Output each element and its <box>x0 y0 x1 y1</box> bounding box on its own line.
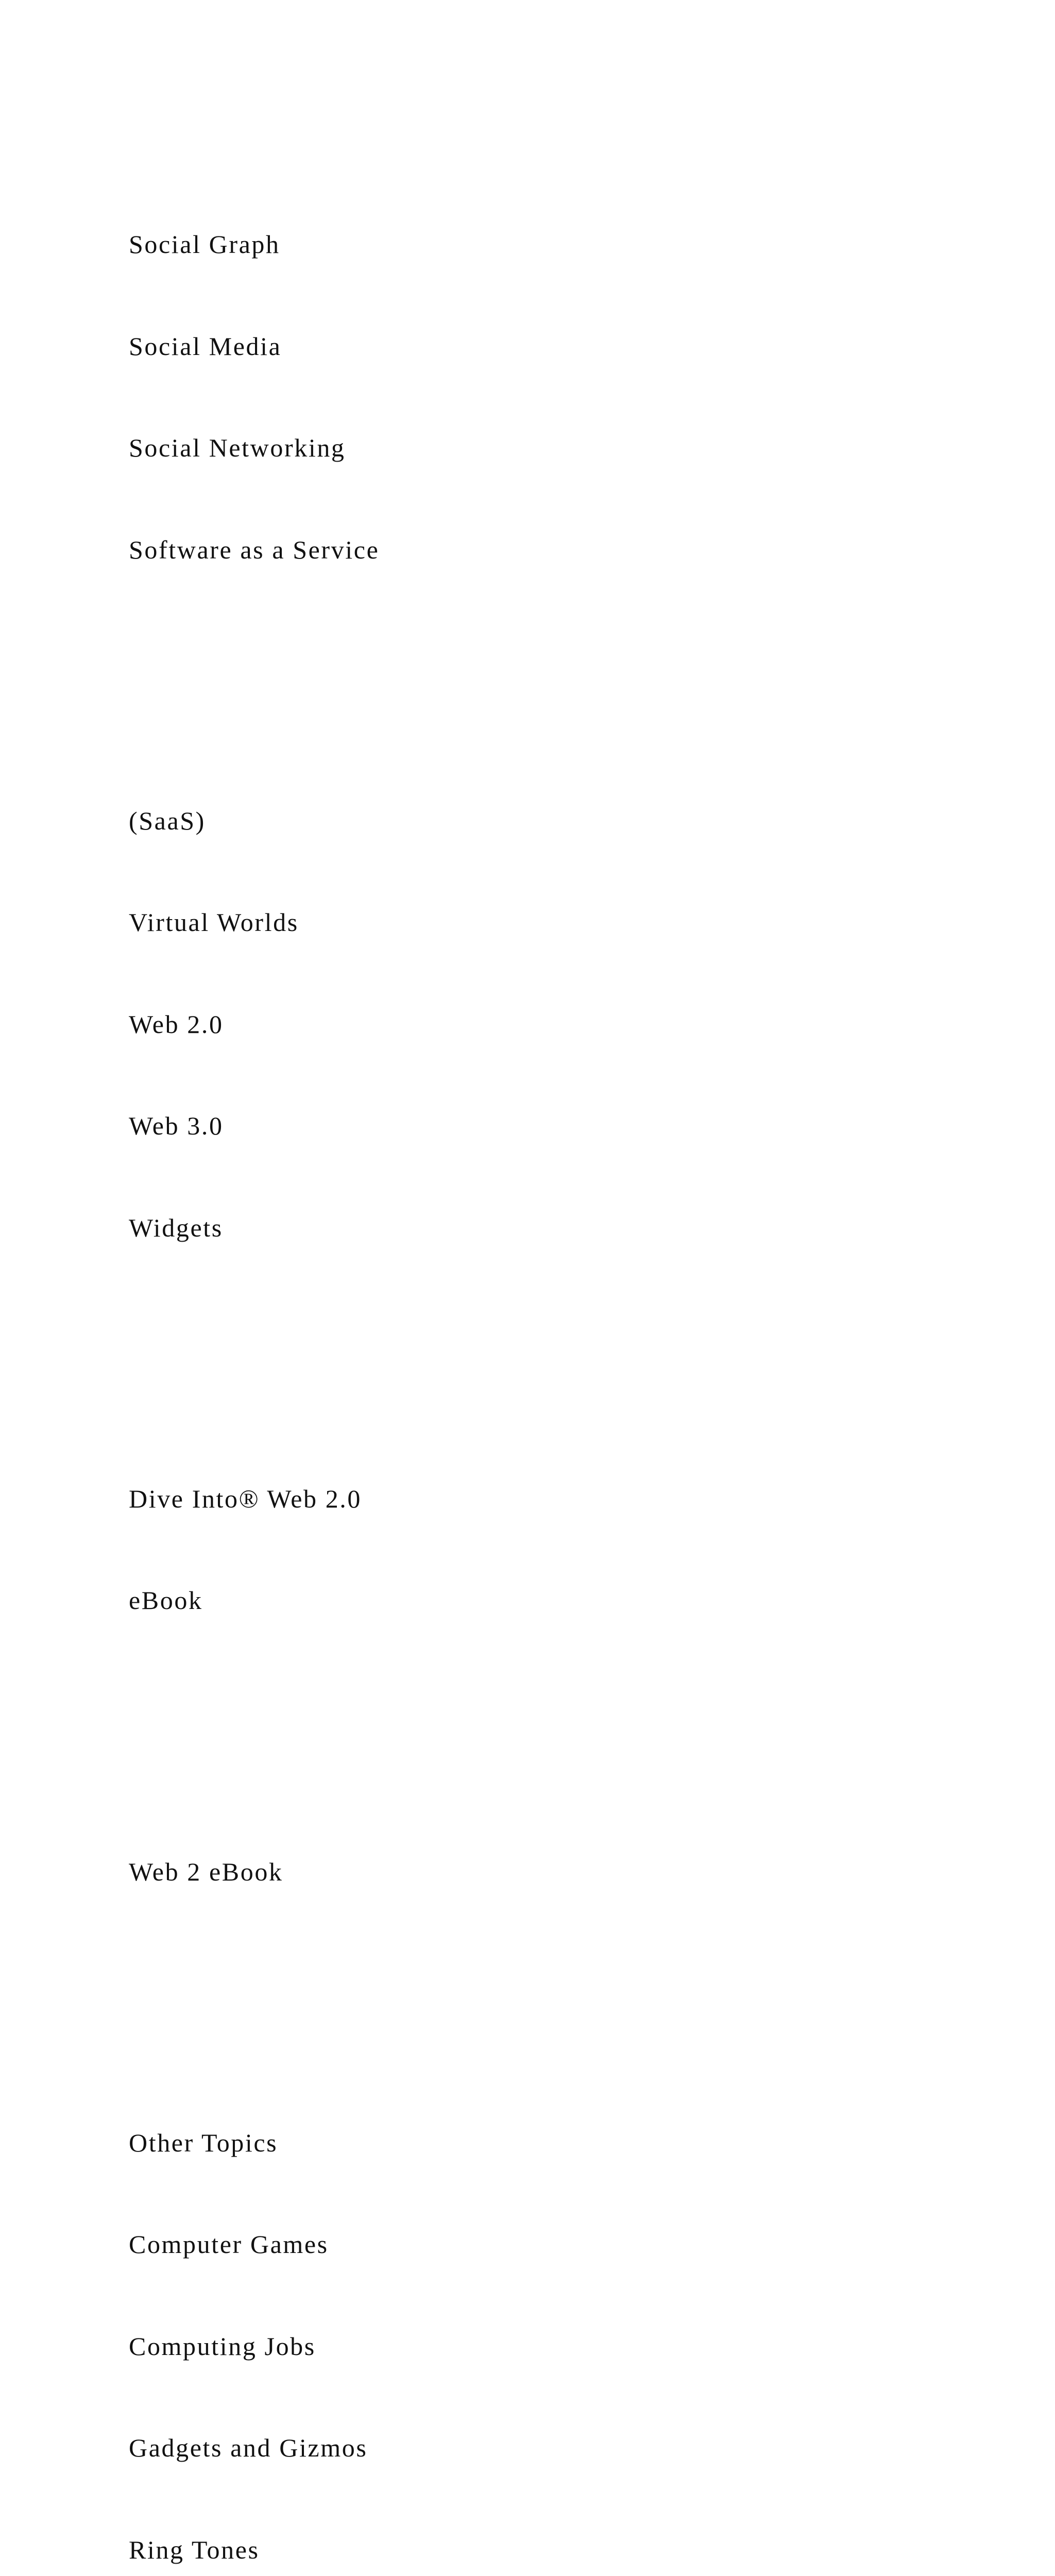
topic-social-media: Social Media <box>129 331 282 361</box>
topic-gadgets-gizmos: Gadgets and Gizmos <box>129 2433 368 2463</box>
topic-widgets: Widgets <box>129 1213 223 1242</box>
document-text <box>129 126 1005 2576</box>
other-topics-heading: Other Topics <box>129 2128 278 2158</box>
topic-software-as-a-service: Software as a Service <box>129 535 380 564</box>
topic-virtual-worlds: Virtual Worlds <box>129 908 299 937</box>
topic-web-3: Web 3.0 <box>129 1111 224 1141</box>
blank-line <box>129 1991 1005 2025</box>
topic-computer-games: Computer Games <box>129 2230 329 2259</box>
blank-line <box>129 669 1005 703</box>
topic-social-graph: Social Graph <box>129 230 280 259</box>
topic-web-2: Web 2.0 <box>129 1009 224 1039</box>
web2-ebook: Web 2 eBook <box>129 1857 283 1886</box>
topic-computing-jobs: Computing Jobs <box>129 2331 316 2361</box>
topic-ring-tones: Ring Tones <box>129 2535 260 2564</box>
topic-social-networking: Social Networking <box>129 433 346 463</box>
blank-line <box>129 1719 1005 1753</box>
dive-into-title: Dive Into® Web 2.0 <box>129 1484 362 1513</box>
dive-into-ebook: eBook <box>129 1586 203 1615</box>
blank-line <box>129 1347 1005 1381</box>
topic-saas: (SaaS) <box>129 806 206 835</box>
